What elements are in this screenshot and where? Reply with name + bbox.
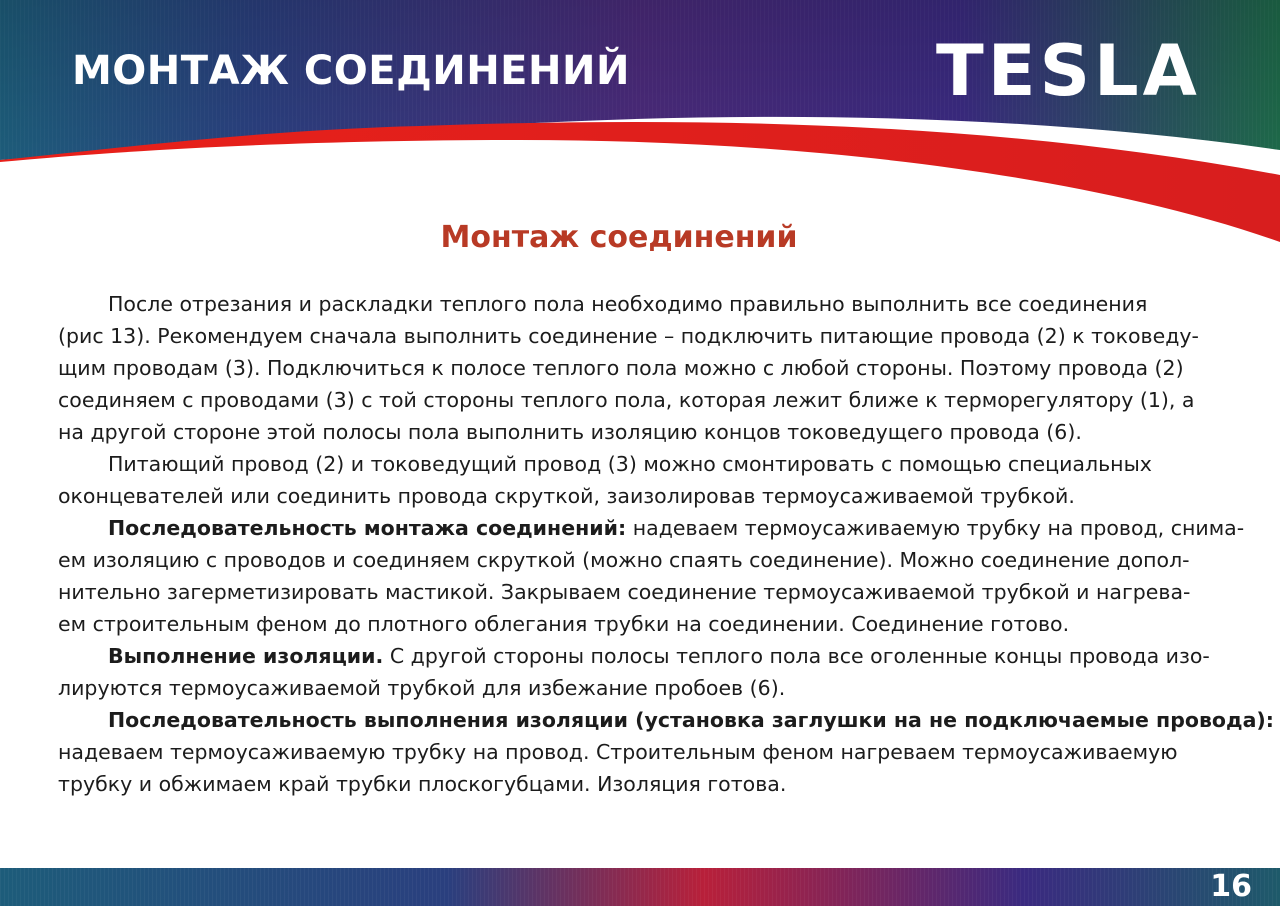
text-line: соединяем с проводами (3) с той стороны теплого пола, которая лежит ближе к терморегулятору (1), а xyxy=(58,388,1195,412)
page-number: 16 xyxy=(1210,869,1252,904)
text-line: (рис 13). Рекомендуем сначала выполнить соединение – подключить питающие провода (2) к токоведу- xyxy=(58,324,1199,348)
header-title: МОНТАЖ СОЕДИНЕНИЙ xyxy=(72,48,630,94)
text-line xyxy=(58,640,1238,672)
tesla-logo: TESLA xyxy=(936,30,1201,112)
text-run: С другой стороны полосы теплого пола все оголенные концы провода изо- xyxy=(383,644,1210,668)
paragraph-2 xyxy=(58,448,1238,512)
text-line: Последовательность выполнения изоляции (установка заглушки на не подключаемые провода): xyxy=(108,708,1274,732)
text-line: После отрезания и раскладки теплого пола необходимо правильно выполнить все соединения xyxy=(108,292,1148,316)
text-line: оконцевателей или соединить провода скруткой, заизолировав термоусаживаемой трубкой. xyxy=(58,484,1075,508)
text-run: надеваем термоусаживаемую трубку на провод, снима- xyxy=(626,516,1245,540)
body-text xyxy=(58,288,1274,800)
text-line: нительно загерметизировать мастикой. Закрываем соединение термоусаживаемой трубкой и нагрева- xyxy=(58,580,1191,604)
text-line: ем строительным феном до плотного облегания трубки на соединении. Соединение готово. xyxy=(58,612,1070,636)
text-line: Питающий провод (2) и токоведущий провод (3) можно смонтировать с помощью специальных xyxy=(108,452,1152,476)
footer-band xyxy=(0,868,1280,906)
paragraph-3 xyxy=(58,512,1245,640)
paragraph-5 xyxy=(58,704,1274,800)
section-title: Монтаж соединений xyxy=(440,220,798,255)
text-line: надеваем термоусаживаемую трубку на провод. Строительным феном нагреваем термоусаживаемую xyxy=(58,740,1178,764)
text-line: ем изоляцию с проводов и соединяем скруткой (можно спаять соединение). Можно соединение допол- xyxy=(58,548,1190,572)
paragraph-4 xyxy=(58,640,1238,704)
text-line xyxy=(58,512,1245,544)
paragraph-1 xyxy=(58,288,1238,448)
bold-lead: Выполнение изоляции. xyxy=(108,644,384,668)
bold-lead: Последовательность монтажа соединений: xyxy=(108,516,627,540)
text-line: на другой стороне этой полосы пола выполнить изоляцию концов токоведущего провода (6). xyxy=(58,420,1082,444)
text-line: щим проводам (3). Подключиться к полосе теплого пола можно с любой стороны. Поэтому провода (2) xyxy=(58,356,1184,380)
text-line: трубку и обжимаем край трубки плоскогубцами. Изоляция готова. xyxy=(58,772,787,796)
text-line: лируются термоусаживаемой трубкой для избежание пробоев (6). xyxy=(58,676,786,700)
